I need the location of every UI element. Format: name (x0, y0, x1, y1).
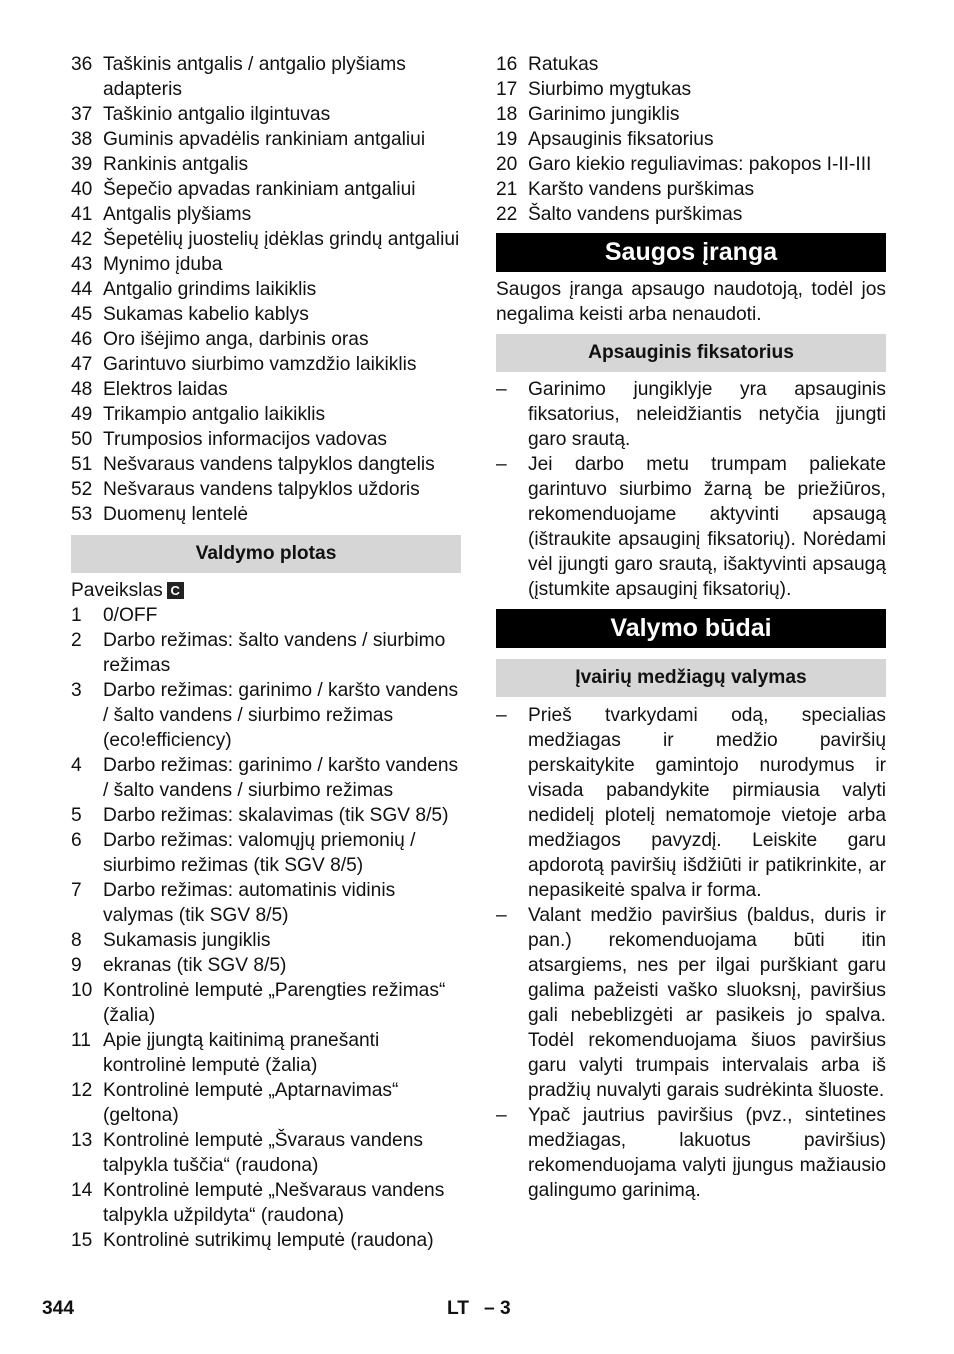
list-item-text: Apie įjungtą kaitinimą pranešanti kontrolinė lemputė (žalia) (103, 1030, 380, 1076)
list-item-number: 19 (496, 129, 518, 150)
dash-bullet: – (496, 379, 507, 400)
list-item-number: 12 (71, 1080, 93, 1101)
dash-bullet: – (496, 905, 507, 926)
dash-bullet: – (496, 1105, 507, 1126)
list-item-text: Darbo režimas: skalavimas (tik SGV 8/5) (103, 805, 449, 826)
list-item (71, 628, 461, 678)
list-item-text: Kontrolinė lemputė „Švaraus vandens talpykla tuščia“ (raudona) (103, 1130, 423, 1176)
list-item-text: Garo kiekio reguliavimas: pakopos I-II-III (528, 154, 872, 175)
subheading-ivairiu-medziagu: Įvairių medžiagų valymas (496, 659, 886, 697)
list-item-text: Taškinis antgalis / antgalio plyšiams adapteris (103, 54, 406, 100)
figure-label: Paveikslas (71, 580, 163, 601)
list-item-text: Darbo režimas: valomųjų priemonių / siurbimo režimas (tik SGV 8/5) (103, 830, 416, 876)
list-item-number: 1 (71, 605, 82, 626)
list-item (71, 252, 461, 277)
list-item-text: Trumposios informacijos vadovas (103, 429, 388, 450)
list-item (71, 227, 461, 252)
list-item-number: 50 (71, 429, 93, 450)
list-item-text: ekranas (tik SGV 8/5) (103, 955, 287, 976)
subheading-apsauginis-fiksatorius: Apsauginis fiksatorius (496, 334, 886, 372)
list-item (71, 928, 461, 953)
list-item (71, 452, 461, 477)
list-item-number: 20 (496, 154, 518, 175)
list-item (71, 52, 461, 102)
list-item (71, 127, 461, 152)
list-item-text: Nešvaraus vandens talpyklos dangtelis (103, 454, 435, 475)
list-item (71, 1178, 461, 1228)
list-item-text: Oro išėjimo anga, darbinis oras (103, 329, 369, 350)
parts-list-1 (71, 52, 461, 527)
cleaning-dash-list (496, 703, 886, 1203)
dash-item (496, 377, 886, 452)
list-item (71, 177, 461, 202)
list-item (71, 1028, 461, 1078)
list-item-text: Rankinis antgalis (103, 154, 249, 175)
list-item-number: 44 (71, 279, 93, 300)
list-item-text: 0/OFF (103, 605, 158, 626)
list-item-number: 7 (71, 880, 82, 901)
dash-item-text: Ypač jautrius paviršius (pvz., sintetines medžiagas, lakuotus paviršius) rekomenduojama valyti įjungus mažiausio galingumo garinimą. (528, 1105, 886, 1201)
dash-item (496, 903, 886, 1103)
list-item (71, 953, 461, 978)
dash-item-text: Valant medžio paviršius (baldus, duris ir pan.) rekomenduojama būti itin atsargiems, nes per ilgai purškiant garu galima pažeisti vaško sluoksnį, paviršius gali nebeblizgėti ar pasikeis jo spalva. Todėl rekomenduojama šiuos paviršius garu valyti trumpais intervalais arba iš pradžių nuvalyti garais sudrėkinta šluoste. (528, 905, 886, 1101)
list-item-number: 8 (71, 930, 82, 951)
list-item-number: 16 (496, 54, 518, 75)
list-item-number: 9 (71, 955, 82, 976)
list-item (496, 152, 886, 177)
list-item (71, 878, 461, 928)
list-item-number: 15 (71, 1230, 93, 1251)
list-item-text: Elektros laidas (103, 379, 228, 400)
list-item-number: 21 (496, 179, 518, 200)
list-item (71, 1228, 461, 1253)
list-item-text: Sukamasis jungiklis (103, 930, 271, 951)
list-item-text: Guminis apvadėlis rankiniam antgaliui (103, 129, 426, 150)
section-title-valdymo-plotas: Valdymo plotas (71, 535, 461, 573)
list-item-text: Garinimo jungiklis (528, 104, 680, 125)
list-item (71, 1128, 461, 1178)
dash-item-text: Garinimo jungiklyje yra apsauginis fiksatorius, neleidžiantis netyčia įjungti garo srautą. (528, 379, 886, 450)
list-item-number: 10 (71, 980, 93, 1001)
list-item-number: 45 (71, 304, 93, 325)
list-item (496, 102, 886, 127)
list-item (496, 127, 886, 152)
list-item-text: Garintuvo siurbimo vamzdžio laikiklis (103, 354, 417, 375)
list-item-text: Šepetėlių juostelių įdėklas grindų antgaliui (103, 229, 460, 250)
dash-item (496, 1103, 886, 1203)
list-item (71, 753, 461, 803)
list-item-text: Kontrolinė sutrikimų lemputė (raudona) (103, 1230, 434, 1251)
list-item-text: Kontrolinė lemputė „Parengties režimas“ (žalia) (103, 980, 446, 1026)
list-item-text: Darbo režimas: šalto vandens / siurbimo režimas (103, 630, 446, 676)
list-item-text: Duomenų lentelė (103, 504, 249, 525)
list-item-number: 48 (71, 379, 93, 400)
list-item-number: 41 (71, 204, 93, 225)
list-item-text: Kontrolinė lemputė „Aptarnavimas“ (geltona) (103, 1080, 399, 1126)
list-item-number: 37 (71, 104, 93, 125)
page-section-number: – 3 (484, 1298, 511, 1319)
page-language: LT (447, 1298, 470, 1319)
safety-paragraph: Saugos įranga apsaugo naudotoją, todėl jos negalima keisti arba nenaudoti. (496, 279, 886, 325)
list-item-text: Kontrolinė lemputė „Nešvaraus vandens talpykla užpildyta“ (raudona) (103, 1180, 445, 1226)
list-item (71, 352, 461, 377)
list-item (71, 202, 461, 227)
list-item-number: 5 (71, 805, 82, 826)
figure-reference (71, 578, 461, 603)
safety-dash-list (496, 377, 886, 602)
dash-item (496, 452, 886, 602)
list-item-number: 4 (71, 755, 82, 776)
list-item-text: Ratukas (528, 54, 599, 75)
list-item (71, 302, 461, 327)
list-item-number: 42 (71, 229, 93, 250)
figure-letter-badge: C (167, 582, 184, 599)
list-item-number: 22 (496, 204, 518, 225)
list-item-number: 14 (71, 1180, 93, 1201)
list-item (71, 427, 461, 452)
list-item-text: Nešvaraus vandens talpyklos uždoris (103, 479, 420, 500)
heading-valymo-budai: Valymo būdai (496, 609, 886, 648)
list-item (71, 327, 461, 352)
list-item-text: Apsauginis fiksatorius (528, 129, 714, 150)
list-item-number: 3 (71, 680, 82, 701)
list-item (71, 477, 461, 502)
list-item-number: 18 (496, 104, 518, 125)
list-item (71, 277, 461, 302)
list-item-text: Antgalis plyšiams (103, 204, 252, 225)
list-item-text: Trikampio antgalio laikiklis (103, 404, 326, 425)
list-item (71, 502, 461, 527)
list-item-number: 36 (71, 54, 93, 75)
dash-item-text: Prieš tvarkydami odą, specialias medžiagas ir medžio paviršių perskaitykite gamintojo nurodymus ir visada pabandykite pirmiausia valyti nedidelį plotelį nematomoje vietoje arba medžiagos pavyzdį. Leiskite garu apdorotą paviršių išdžiūti ir patikrinkite, ar nepasikeitė spalva ir forma. (528, 705, 886, 901)
list-item-number: 47 (71, 354, 93, 375)
list-item-text: Šepečio apvadas rankiniam antgaliui (103, 179, 416, 200)
list-item-text: Siurbimo mygtukas (528, 79, 692, 100)
list-item (71, 102, 461, 127)
list-item-text: Darbo režimas: automatinis vidinis valymas (tik SGV 8/5) (103, 880, 396, 926)
list-item-number: 11 (71, 1030, 91, 1051)
list-item-number: 2 (71, 630, 82, 651)
list-item (71, 152, 461, 177)
list-item-text: Darbo režimas: garinimo / karšto vandens / šalto vandens / siurbimo režimas (103, 755, 459, 801)
list-item-text: Taškinio antgalio ilgintuvas (103, 104, 331, 125)
list-item (71, 978, 461, 1028)
dash-item-text: Jei darbo metu trumpam paliekate garintuvo siurbimo žarną be priežiūros, rekomenduojame aktyvinti apsaugą (ištraukite apsauginį fiksatorių). Norėdami vėl įjungti garo srautą, išaktyvinti apsaugą (įstumkite apsauginį fiksatorių). (528, 454, 886, 600)
list-item (496, 77, 886, 102)
list-item (71, 1078, 461, 1128)
list-item-number: 40 (71, 179, 93, 200)
list-item-number: 38 (71, 129, 93, 150)
list-item (496, 202, 886, 227)
parts-list-2 (496, 52, 886, 227)
list-item (71, 402, 461, 427)
list-item-text: Sukamas kabelio kablys (103, 304, 309, 325)
list-item-text: Karšto vandens purškimas (528, 179, 755, 200)
list-item-number: 43 (71, 254, 93, 275)
page-number: 344 (42, 1298, 75, 1319)
list-item (496, 52, 886, 77)
list-item-text: Mynimo įduba (103, 254, 223, 275)
list-item-number: 51 (71, 454, 93, 475)
list-item-number: 6 (71, 830, 82, 851)
list-item (71, 828, 461, 878)
list-item-number: 49 (71, 404, 93, 425)
list-item-number: 52 (71, 479, 93, 500)
dash-bullet: – (496, 705, 507, 726)
heading-saugos-iranga: Saugos įranga (496, 233, 886, 272)
list-item-number: 46 (71, 329, 93, 350)
list-item-number: 13 (71, 1130, 93, 1151)
list-item (71, 603, 461, 628)
control-list (71, 603, 461, 1253)
right-column (496, 52, 886, 1203)
list-item (71, 678, 461, 753)
left-column (71, 52, 461, 1253)
list-item-number: 39 (71, 154, 93, 175)
list-item-number: 53 (71, 504, 93, 525)
list-item (71, 803, 461, 828)
list-item (496, 177, 886, 202)
list-item-text: Antgalio grindims laikiklis (103, 279, 317, 300)
dash-item (496, 703, 886, 903)
list-item-text: Darbo režimas: garinimo / karšto vandens / šalto vandens / siurbimo režimas (eco!efficiency) (103, 680, 459, 751)
dash-bullet: – (496, 454, 507, 475)
list-item (71, 377, 461, 402)
list-item-number: 17 (496, 79, 518, 100)
list-item-text: Šalto vandens purškimas (528, 204, 743, 225)
